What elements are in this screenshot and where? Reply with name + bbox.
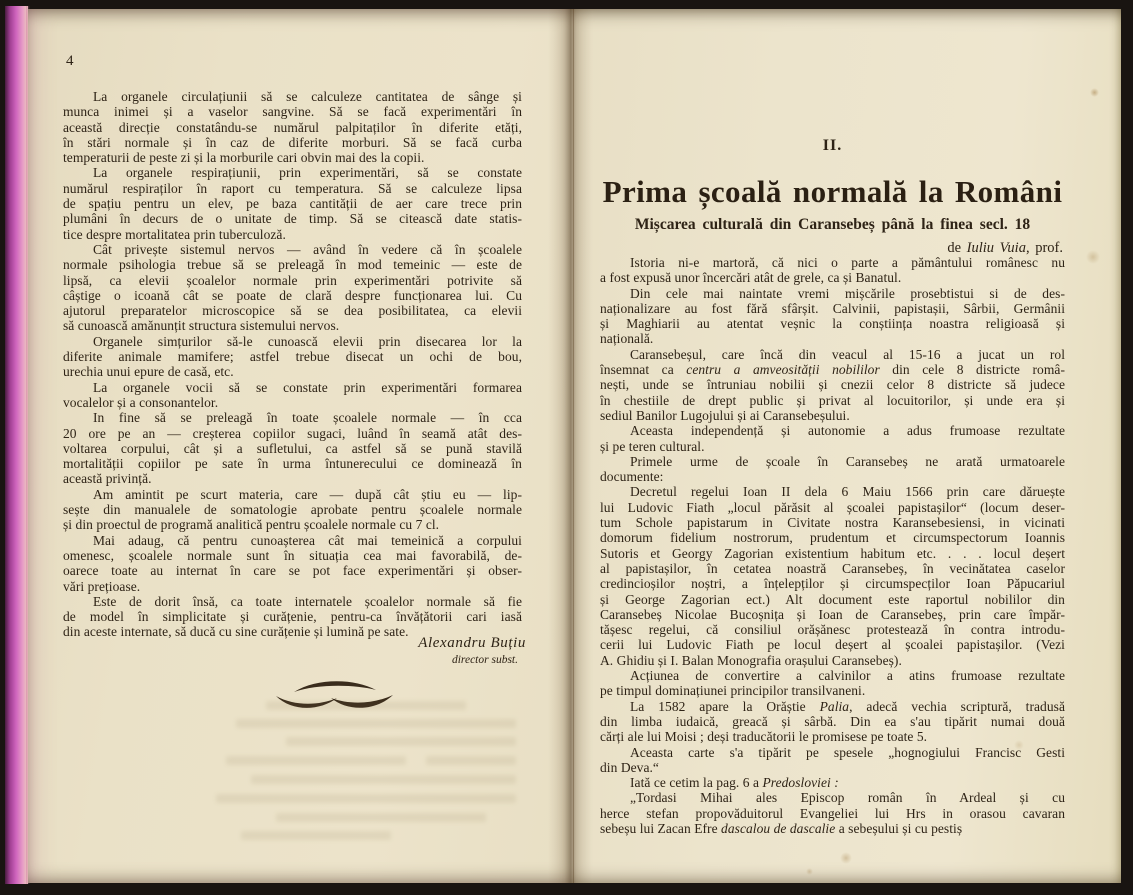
text-line: această direcție constatându-se numărul palpitaților în diferite etăți,	[63, 119, 522, 135]
paragraph	[600, 255, 1065, 286]
text-line: plumâni în decurs de o unitate de timp. Să se citească date statis-	[63, 211, 522, 227]
text-line: Aceasta independență și autonomie a adus frumoase rezultate	[630, 423, 1065, 439]
text-line: Sutoris et Georgy Zagorian existentium habitum etc. . . . locul deșert	[600, 545, 1065, 561]
paragraph	[63, 487, 522, 533]
paragraph	[600, 423, 1065, 454]
text-line: de spațiu pentru un elev, pe baza cantității de aer care trece prin	[63, 196, 522, 212]
paragraph	[63, 410, 522, 486]
text-line: temperaturii de peste zi și la morburile cari obvin mai des la copii.	[63, 150, 425, 166]
text-line: tice despre mortalitatea prin tuberculoză.	[63, 226, 286, 242]
text-line: națională.	[600, 331, 654, 347]
text-line: a fost expusă unor încercări atât de grele, ca și Banatul.	[600, 270, 902, 286]
text-line: în chestiile de drept public și privat al locuitorilor, și unde era și	[600, 392, 1065, 408]
chapter-number: II.	[822, 137, 843, 154]
text-line: munca inimei și a vaselor sangvine. Să se facă experimentări în	[63, 104, 522, 120]
text-line: vări prețioase.	[63, 578, 141, 594]
text-line: domorum fidelium nostrorum, prudentum et circumspectorum Ioannis	[600, 530, 1065, 546]
text-line: Caransebeș Nicolae Bucoșnița și Ioan de Caransebeș, prin care împăr-	[600, 606, 1065, 622]
byline-prefix: de	[947, 240, 967, 256]
text-line: pe timpul dominațiunei principilor transilvaneni.	[600, 683, 866, 699]
paragraph	[63, 533, 522, 594]
paragraph	[600, 745, 1065, 776]
text-line: Organele simțurilor să-le cunoască elevii prin disecarea lor la	[93, 333, 522, 349]
text-line: sește din manualele de somatologie aprobate pentru școalele normale	[63, 502, 522, 518]
left-page-body	[63, 89, 522, 640]
right-page	[570, 9, 1121, 883]
paragraph	[63, 242, 522, 334]
paragraph	[600, 484, 1065, 668]
paragraph	[600, 790, 1065, 836]
text-line: cărți ale lui Moisi ; deși traducătorii le promisese pe toate 5.	[600, 729, 928, 745]
paragraph	[63, 165, 522, 241]
text-line: cerii lui Ludovic Fiath pe locul deșert al școalei papistașilor. (Vezi	[600, 637, 1065, 653]
paragraph	[600, 347, 1065, 423]
text-line: Este de dorit însă, ca toate internatele școalelor normale să fie	[93, 593, 522, 609]
paragraph	[600, 454, 1065, 485]
text-line: să cunoască amănunțit structura sistemului nervos.	[63, 318, 340, 334]
text-line: naționalizare au fost fără sfârșit. Calvinii, papistașii, Sârbii, Germânii	[600, 300, 1065, 316]
text-line: de model în simplicitate și curățenie, pentru-ca învățătorii cari iasă	[63, 609, 522, 625]
text-line: sebeșu lui Zacan Efre dascalou de dascalie a sebeșului și cu pestiș	[600, 820, 963, 836]
text-line: Cât privește sistemul nervos — având în vedere că în școalele	[93, 241, 522, 257]
text-line: La organele respirațiunii, prin experimentări, să se constate	[93, 165, 522, 181]
text-line: diferite animale mamifere; astfel trebue disecat un ochi de bou,	[63, 349, 522, 365]
text-line: și pe teren cultural.	[600, 438, 705, 454]
signature-block	[418, 635, 526, 666]
text-line: tășesc regelui, că consiliul orășănesc protestează în contra introdu-	[600, 622, 1065, 638]
text-line: numărul respiraților în raport cu temperatura. Să se calculeze lipsa	[63, 180, 522, 196]
left-page	[28, 9, 570, 883]
text-line: și din proectul de programă analitică pentru școalele normale cu 7 cl.	[63, 517, 440, 533]
paragraph	[63, 334, 522, 380]
text-line: urechia unui epure de casă, etc.	[63, 364, 234, 380]
text-line: documente:	[600, 469, 664, 485]
text-line: Aceasta carte s'a tipărit pe spesele „hognogiului Francisc Gesti	[630, 744, 1065, 760]
text-line: Primele urme de școale în Caransebeș ne arată urmatoarele	[630, 453, 1065, 469]
text-line: această privință.	[63, 471, 152, 487]
text-line: Istoria ni-e martoră, că nici o parte a pământului românesc nu	[630, 255, 1065, 270]
text-line: Caransebeșul, care încă din veacul al 15-16 a jucat un rol	[630, 346, 1065, 362]
chapter-subtitle: Mișcarea culturală din Caransebeș până la finea secl. 18	[634, 216, 1031, 233]
page-number: 4	[66, 53, 74, 69]
paragraph	[600, 775, 1065, 790]
text-line: vocalelor și a consonantelor.	[63, 394, 219, 410]
text-line: și George Zagorian ect.) Alt document este raportul nobililor din	[600, 591, 1065, 607]
text-line: „Tordasi Mihai ales Episcop român în Ardeal și cu	[630, 790, 1065, 806]
text-line: 20 ore pe an — creșterea copiilor sugaci, luând în seamă atât des-	[63, 425, 522, 441]
text-line: ajutorul preparatelor microscopice să se dea posibilitatea, ca elevii	[63, 303, 522, 319]
text-line: în stări normale și în caz de diferite morburi. Să se facă curba	[63, 134, 522, 150]
right-page-body	[600, 255, 1065, 836]
text-line: însemnat ca centru a amveosității nobililor din cele 8 districte româ-	[600, 362, 1065, 378]
text-line: nești, unde se întruniau nobilii și cnezii celor 8 districte să judece	[600, 377, 1065, 393]
text-line: A. Ghidiu și I. Balan Monografia orașului Caransebeș).	[600, 652, 902, 668]
text-line: Din cele mai naintate vremi mișcările prosebtistui si de des-	[630, 285, 1065, 301]
text-line: al papistașilor, în cetatea noastră Caransebeș, în vecinătatea caselor	[600, 560, 1065, 576]
paragraph	[63, 89, 522, 165]
book-cover-edge	[5, 6, 28, 884]
paragraph	[600, 286, 1065, 347]
text-line: La 1582 apare la Orăștie Palia, adecă vechia scriptură, tradusă	[630, 698, 1065, 714]
text-line: lipsă, ca elevii școalelor normale prin experimentări potrivite să	[63, 272, 522, 288]
text-line: Acțiunea de convertire a calvinilor a atins frumoase rezultate	[630, 668, 1065, 684]
paragraph	[63, 380, 522, 411]
text-line: La organele vocii să se constate prin experimentări formarea	[93, 379, 522, 395]
text-line: In fine să se preleagă în toate școalele normale — în cca	[93, 410, 522, 426]
text-line: lui Ludovic Fiath „locul părăsit al școalei papistașilor“ (locum deser-	[600, 499, 1065, 515]
paragraph	[600, 668, 1065, 699]
text-line: sediul Banilor Lugojului și ai Caransebeșului.	[600, 407, 850, 423]
paragraph	[600, 699, 1065, 745]
text-line: oarece toate au internat în care se pot face experimentări și obser-	[63, 563, 522, 579]
text-line: mortalității copiilor pe sate în urma întunerecului ce dominează în	[63, 456, 522, 472]
text-line: normale psihologia trebue să se preleagă în mod temeinic — este de	[63, 257, 522, 273]
text-line: omenesc, școalele normale sunt în situația cea mai favorabilă, de-	[63, 547, 522, 563]
show-through-text	[196, 701, 541, 846]
chapter-title: Prima școală normală la Români	[602, 174, 1063, 209]
text-line: Decretul regelui Ioan II dela 6 Maiu 1566 prin care dăruește	[630, 484, 1065, 500]
text-line: Am amintit pe scurt materia, care — după cât știu eu — lip-	[93, 486, 522, 502]
text-line: credincioșilor noștri, a înțelepților și circumspecților Ioan Păpucariul	[600, 576, 1065, 592]
text-line: Iată ce cetim la pag. 6 a Predosloviei :	[630, 775, 839, 791]
text-line: voltarea corpului, cât și a sufletului, ca astfel să se pună stavilă	[63, 440, 522, 456]
text-line: La organele circulațiunii să se calculeze cantitatea de sânge și	[93, 89, 522, 104]
text-line: Mai adaug, că pentru cunoașterea cât mai temeinică a corpului	[93, 532, 522, 548]
text-line: din Deva.“	[600, 759, 659, 775]
paragraph	[63, 594, 522, 640]
text-line: și Maghiarii au atentat veșnic la conștiința noastra religioasă și	[600, 316, 1065, 332]
text-line: tum Schole papistarum in Civitate nostra Karansebesiensi, in vicinati	[600, 515, 1065, 531]
text-line: herce stefan propovăduitorul Evangeliei lui Hrs in orasou cavaran	[600, 805, 1065, 821]
text-line: câștige o icoană cât se poate de clară despre funcționarea lui. Cu	[63, 287, 522, 303]
byline-suffix: , prof.	[1025, 240, 1063, 256]
text-line: din aceste internate, să ducă cu sine curățenie și lumină pe sate.	[63, 624, 409, 640]
byline-author: Iuliu Vuia	[966, 240, 1026, 256]
signature-name: Alexandru Buțiu	[418, 635, 526, 651]
text-line: din limba iudaică, greacă și sârbă. Din ea s'au tipărit numai două	[600, 713, 1065, 729]
signature-title: director subst.	[451, 654, 518, 666]
